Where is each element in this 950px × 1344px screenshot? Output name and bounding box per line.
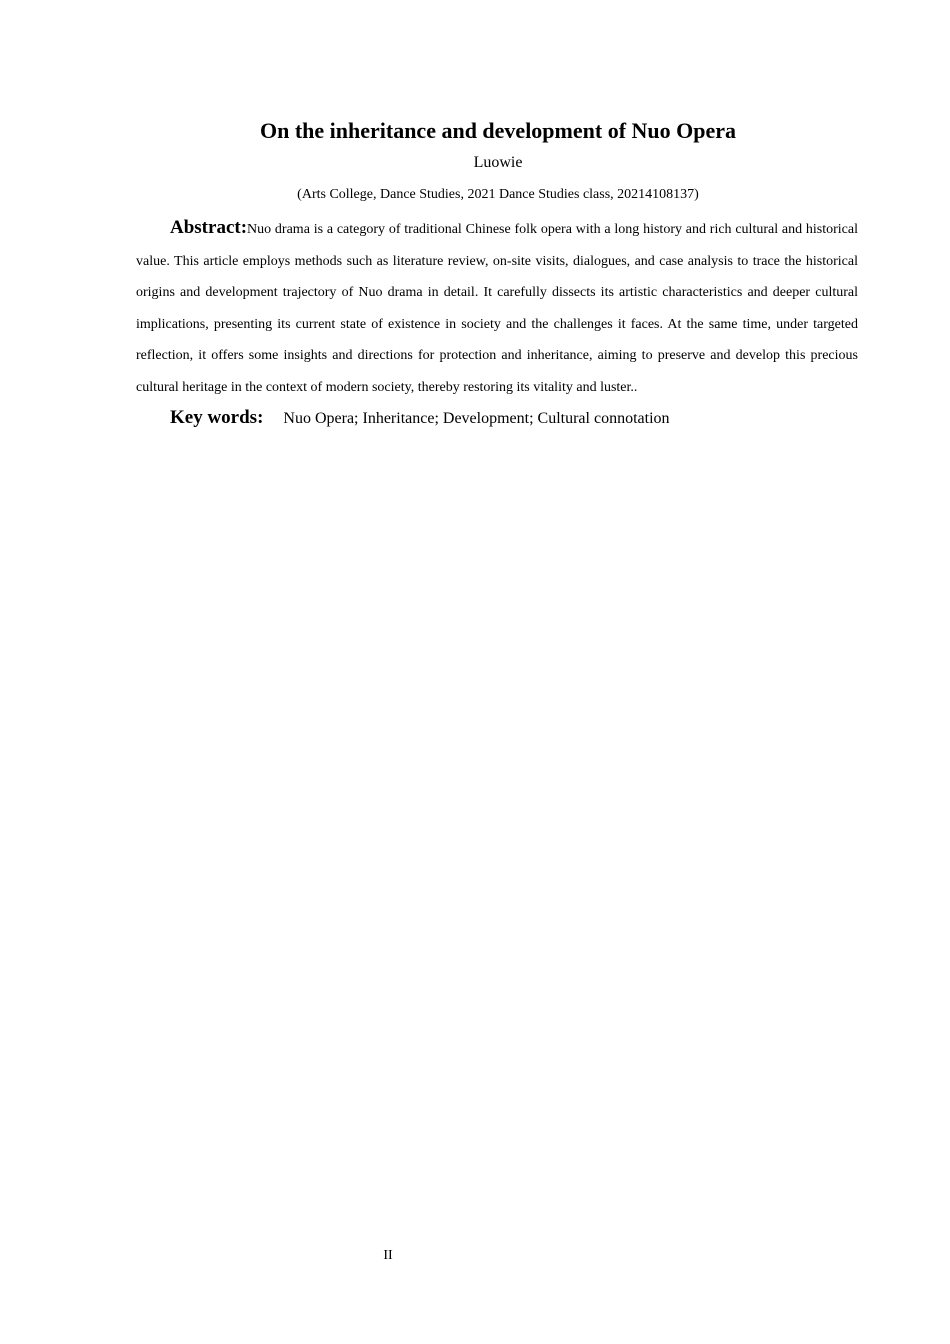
keywords-text: Nuo Opera; Inheritance; Development; Cultural connotation: [283, 410, 670, 427]
author-name: Luowie: [473, 154, 523, 171]
abstract-label: Abstract:: [170, 217, 248, 238]
abstract-paragraph: [136, 212, 858, 404]
author-affiliation: (Arts College, Dance Studies, 2021 Dance Studies class, 20214108137): [297, 187, 699, 202]
keywords-label: Key words:: [170, 407, 264, 428]
page-title: On the inheritance and development of Nuo Opera: [259, 118, 737, 143]
page-number: II: [383, 1248, 393, 1263]
abstract-text: Nuo drama is a category of traditional Chinese folk opera with a long history and rich cultural and historical value. This article employs methods such as literature review, on-site visits, dialogues, and case analysis to trace the historical origins and development trajectory of Nuo drama in detail. It carefully dissects its artistic characteristics and deeper cultural implications, presenting its current state of existence in society and the challenges it faces. At the same time, under targeted reflection, it offers some insights and directions for protection and inheritance, aiming to preserve and develop this precious cultural heritage in the context of modern society, thereby restoring its vitality and luster..: [136, 222, 858, 395]
keywords-line: [170, 406, 670, 431]
